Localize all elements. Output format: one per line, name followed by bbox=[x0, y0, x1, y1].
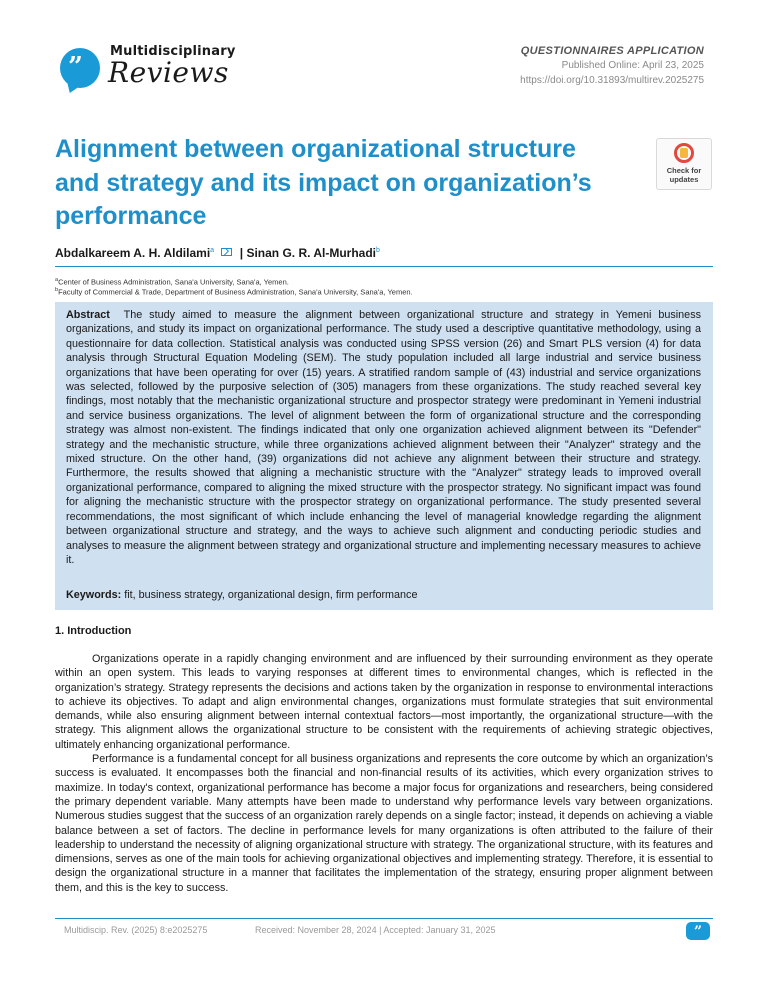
author-list bbox=[55, 246, 380, 260]
author-1[interactable]: Abdalkareem A. H. Aldilami bbox=[55, 246, 211, 260]
affiliation-b-text: Faculty of Commercial & Trade, Department of Business Administration, Sana'a University, Sana'a, Yemen. bbox=[58, 287, 413, 297]
keywords bbox=[66, 589, 417, 601]
author-1-affiliation: a bbox=[210, 247, 215, 254]
footer-divider bbox=[55, 918, 713, 919]
quote-mark-icon: ” bbox=[686, 922, 710, 940]
keywords-text: fit, business strategy, organizational design, firm performance bbox=[124, 589, 418, 601]
journal-logo bbox=[60, 42, 236, 92]
article-title: Alignment between organizational structure and strategy and its impact on organization’s performance bbox=[55, 135, 592, 230]
abstract bbox=[66, 308, 701, 567]
header-divider bbox=[55, 266, 713, 267]
badge-line-1: Check for bbox=[666, 166, 702, 175]
affiliation-a-sup: a bbox=[55, 277, 59, 283]
introduction-body bbox=[55, 652, 713, 895]
abstract-label: Abstract bbox=[66, 309, 110, 321]
paragraph: Performance is a fundamental concept for all business organizations and represents the core outcome by which an organization’s success is evaluated. It encompasses both the financial and non-financial results of its activities, which every organization strives to maximize. In today's context, organizational performance has become a major focus for organizations and researchers, being considered the primary dependent variable. Many attempts have been made to understand why performance levels vary between organizations. Numerous studies suggest that the success of an organization rarely depends on a single factor; instead, it depends on achieving a viable balance between a set of factors. The decline in performance levels for many organizations is often attributed to the failure of their leadership to understand the necessity of aligning organizational structure with strategy. The organizational structure, with its features and dimensions, serves as one of the main tools for achieving organizational objectives and implementing strategy. Therefore, it is essential to design the organizational structure in a manner that facilitates the implementation of the strategy, ensuring proper alignment between them, and this is the key to success. bbox=[55, 753, 713, 894]
article-header-meta bbox=[520, 45, 704, 87]
affiliation-b-sup: b bbox=[55, 287, 59, 293]
footer-dates: Received: November 28, 2024 | Accepted: January 31, 2025 bbox=[255, 925, 496, 935]
affiliation-a bbox=[55, 277, 289, 287]
logo-big-text: Reviews bbox=[108, 56, 229, 89]
badge-line-2: updates bbox=[669, 174, 699, 184]
author-separator: | bbox=[239, 246, 244, 260]
email-icon[interactable] bbox=[221, 248, 232, 256]
published-date: Published Online: April 23, 2025 bbox=[561, 60, 704, 71]
footer-citation: Multidiscip. Rev. (2025) 8:e2025275 bbox=[64, 925, 208, 935]
affiliation-a-text: Center of Business Administration, Sana'a University, Sana'a, Yemen. bbox=[58, 277, 289, 287]
crossmark-icon bbox=[674, 143, 694, 163]
author-2-affiliation: b bbox=[376, 247, 380, 254]
author-2[interactable]: Sinan G. R. Al-Murhadi bbox=[246, 246, 377, 260]
paragraph: Organizations operate in a rapidly changing environment and are influenced by their surrounding environment as they operate within an open system. This leads to varying responses at different times to environmental changes, which is reflected in the organization’s strategy. Strategy represents the decisions and actions taken by the organization in response to environmental interactions to achieve its objectives. To adapt and align environmental changes, organizations must formulate strategies that suit environmental demands, while also ensuring alignment between internal contextual factors—most importantly, the organizational structure—with the strategy. This alignment allows the organizational structure to be consistent with the requirements of achieving strategic objectives, ultimately enhancing organizational performance. bbox=[55, 653, 713, 751]
doi-link[interactable]: https://doi.org/10.31893/multirev.2025275 bbox=[520, 75, 704, 86]
quote-bubble-icon: ” bbox=[60, 48, 100, 88]
logo-small-text: Multidisciplinary bbox=[110, 44, 236, 59]
affiliation-b bbox=[55, 287, 413, 297]
abstract-box bbox=[55, 302, 713, 610]
keywords-label: Keywords: bbox=[66, 589, 122, 601]
badge-label bbox=[657, 167, 711, 184]
section-heading: 1. Introduction bbox=[55, 625, 132, 637]
check-for-updates-badge[interactable] bbox=[656, 138, 712, 190]
abstract-body: The study aimed to measure the alignment between organizational structure and strategy in Yemeni business organizations, and study its impact on organizational performance. The study used a descriptive quantitative methodology, using a questionnaire for data collection. Statistical analysis was conducted using SPSS version (26) and Smart PLS version (4) for data analysis through Structural Equation Modeling (SEM). The study population included all large industrial and service business organizations that have been operating for over (15) years. A stratified random sample of (43) industrial and service organizations was selected, followed by the purposive selection of (305) managers from these organizations. The study reached several key findings, most notably that the mechanistic organizational structure and prospector strategy were predominant in Yemeni industrial and service business organizations. The level of alignment between the form of organizational structure and the corresponding strategy was almost non-existent. The findings indicated that only one organization achieved alignment between its "Defender" strategy and the mechanistic structure, while three organizations achieved alignment between their "Analyzer" strategy and the mixed structure. On the other hand, (39) organizations did not achieve any alignment between their structure and strategy. Furthermore, the results showed that aligning a mechanistic structure with the "Analyzer" strategy leads to improved overall organizational performance, compared to aligning the mixed structure with the prospector strategy. No significant impact was found for aligning the mechanistic structure with the prospector strategy on organizational performance. The study presented several recommendations, the most significant of which include enhancing the level of managerial knowledge regarding the alignment between organizational structure and strategy, and the ways to achieve such alignment and conducting periodic studies and analyses to measure the alignment between strategy and organizational structure and implementing necessary measures to achieve it. bbox=[66, 309, 701, 566]
article-type: QUESTIONNAIRES APPLICATION bbox=[520, 45, 704, 57]
